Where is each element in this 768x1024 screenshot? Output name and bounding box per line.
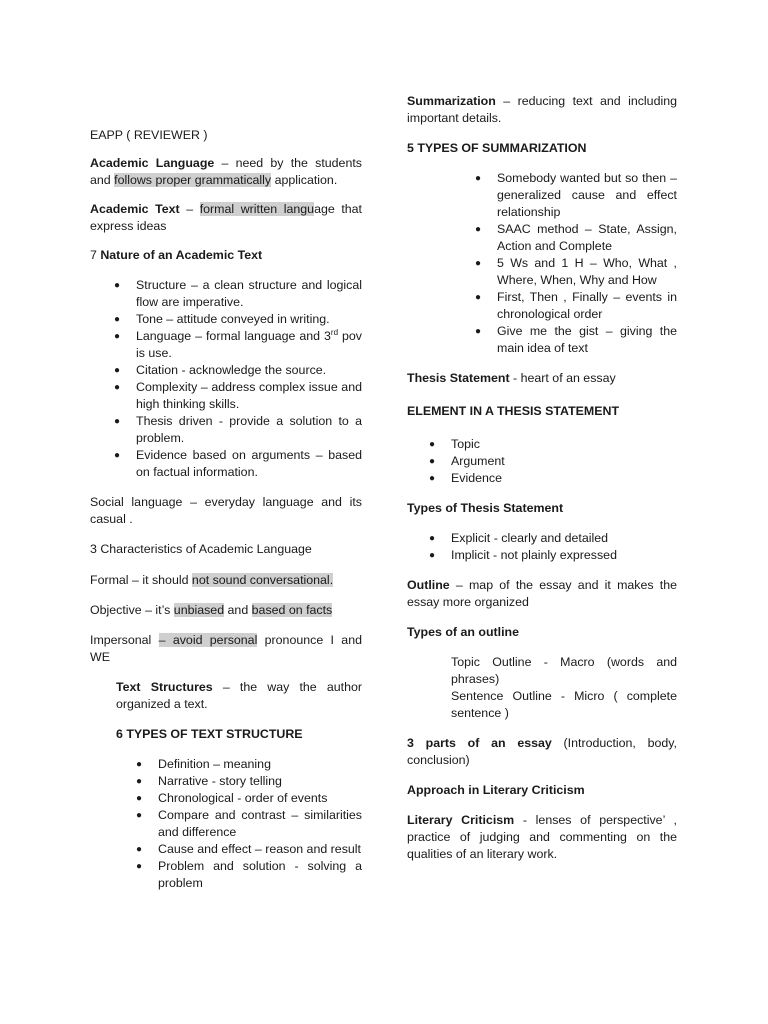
- thesis-elements-heading: [407, 403, 677, 420]
- thesis-statement-term: Thesis Statement: [407, 371, 510, 385]
- list-item: ● 5 Ws and 1 H – Who, What , Where, When, Why and How: [475, 255, 677, 289]
- outline-paragraph: [407, 577, 677, 611]
- academic-language-highlight: follows proper grammatically: [114, 173, 272, 187]
- thesis-elements-list: [429, 436, 677, 487]
- literary-criticism-term: Literary Criticism: [407, 813, 515, 827]
- list-item: ● Cause and effect – reason and result: [136, 841, 362, 858]
- topic-outline-text: Topic Outline - Macro (words and phrases): [451, 655, 677, 686]
- text-structures-paragraph: [116, 679, 362, 713]
- list-item: ● Topic: [429, 436, 677, 453]
- objective-and: and: [224, 603, 252, 617]
- thesis-types-heading: [407, 500, 677, 517]
- literary-approach-heading: [407, 782, 677, 799]
- text-structure-types-heading: [116, 726, 362, 743]
- list-item: ● First, Then , Finally – events in chronological order: [475, 289, 677, 323]
- list-item: ● Chronological - order of events: [136, 790, 362, 807]
- academic-text-end: age that express ideas: [90, 202, 362, 233]
- list-item: ● SAAC method – State, Assign, Action and Complete: [475, 221, 677, 255]
- academic-language-text-end: application.: [271, 173, 338, 187]
- list-item: ● Citation - acknowledge the source.: [114, 362, 362, 379]
- list-item: ● Complexity – address complex issue and high thinking skills.: [114, 379, 362, 413]
- thesis-types-title: Types of Thesis Statement: [407, 501, 564, 515]
- literary-criticism-paragraph: [407, 812, 677, 863]
- summarization-term: Summarization: [407, 94, 496, 108]
- thesis-elements-title: ELEMENT IN A THESIS STATEMENT: [407, 404, 620, 418]
- list-item: ● Structure – a clean structure and logical flow are imperative.: [114, 277, 362, 311]
- formal-highlight: not sound conversational.: [191, 573, 334, 587]
- list-item: ● Evidence: [429, 470, 677, 487]
- list-item: ● Definition – meaning: [136, 756, 362, 773]
- impersonal-text: Impersonal: [90, 633, 159, 647]
- list-item: ● Somebody wanted but so then – generalized cause and effect relationship: [475, 170, 677, 221]
- text-structure-types-title: 6 TYPES OF TEXT STRUCTURE: [116, 727, 303, 741]
- summarization-types-title: 5 TYPES OF SUMMARIZATION: [407, 141, 587, 155]
- formal-paragraph: [90, 572, 362, 589]
- academic-text-term: Academic Text: [90, 202, 180, 216]
- thesis-types-list: [429, 530, 677, 564]
- text-structure-section: [116, 679, 362, 892]
- outline-types-title: Types of an outline: [407, 625, 519, 639]
- summarization-paragraph: [407, 93, 677, 127]
- outline-term: Outline: [407, 578, 450, 592]
- text-structures-definition: – the way the author organized a text.: [116, 680, 362, 711]
- objective-paragraph: [90, 602, 362, 619]
- objective-highlight-facts: based on facts: [251, 603, 333, 617]
- impersonal-highlight: – avoid personal: [158, 633, 258, 647]
- outline-types-block: [451, 654, 677, 722]
- language-item-sup: rd: [330, 327, 339, 337]
- list-item: ● Narrative - story telling: [136, 773, 362, 790]
- summarization-types-heading: [407, 140, 677, 157]
- nature-title: Nature of an Academic Text: [100, 248, 263, 262]
- text-structures-term: Text Structures: [116, 680, 213, 694]
- list-item: ● Thesis driven - provide a solution to a problem.: [114, 413, 362, 447]
- literary-approach-title: Approach in Literary Criticism: [407, 783, 585, 797]
- nature-list: [114, 277, 362, 481]
- list-item: ● Argument: [429, 453, 677, 470]
- literary-criticism-definition: - lenses of perspective’ , practice of judging and commenting on the qualities of an literary work.: [407, 813, 677, 861]
- sentence-outline-text: Sentence Outline - Micro ( complete sentence ): [451, 689, 677, 720]
- right-column: [407, 93, 677, 863]
- essay-parts-term: 3 parts of an essay: [407, 736, 552, 750]
- nature-number: 7: [90, 248, 101, 262]
- list-item: ● Implicit - not plainly expressed: [429, 547, 677, 564]
- thesis-statement-definition: - heart of an essay: [509, 371, 616, 385]
- essay-parts-paragraph: [407, 735, 677, 769]
- objective-text: Objective – it’s: [90, 603, 174, 617]
- characteristics-heading: 3 Characteristics of Academic Language: [90, 542, 312, 556]
- language-item-end: pov is use.: [136, 329, 363, 360]
- language-item-text: Language – formal language and 3: [136, 329, 331, 343]
- social-language-paragraph: Social language – everyday language and its casual .: [90, 495, 362, 526]
- summarization-definition: – reducing text and including important details.: [407, 94, 677, 125]
- left-column: [90, 127, 362, 892]
- document-title: EAPP ( REVIEWER ): [90, 128, 208, 142]
- academic-language-text: – need by the students and: [90, 156, 362, 187]
- list-item: ● Compare and contrast – similarities and difference: [136, 807, 362, 841]
- list-item: ● Problem and solution - solving a problem: [136, 858, 362, 892]
- outline-types-heading: [407, 624, 677, 641]
- list-item: [114, 328, 362, 362]
- impersonal-end: pronounce I and WE: [90, 633, 362, 664]
- academic-language-paragraph: [90, 155, 362, 189]
- thesis-statement-paragraph: [407, 370, 677, 387]
- academic-text-highlight: formal written langu: [199, 202, 315, 216]
- academic-text-paragraph: [90, 201, 362, 235]
- list-item: ● Explicit - clearly and detailed: [429, 530, 677, 547]
- academic-text-dash: –: [179, 202, 200, 216]
- summarization-list: [475, 170, 677, 357]
- impersonal-paragraph: [90, 632, 362, 666]
- essay-parts-definition: (Introduction, body, conclusion): [407, 736, 677, 767]
- list-item: ● Evidence based on arguments – based on factual information.: [114, 447, 362, 481]
- list-item: ● Tone – attitude conveyed in writing.: [114, 311, 362, 328]
- formal-text: Formal – it should: [90, 573, 192, 587]
- nature-heading: [90, 247, 362, 264]
- objective-highlight-unbiased: unbiased: [173, 603, 225, 617]
- text-structure-list: [136, 756, 362, 892]
- list-item: ● Give me the gist – giving the main idea of text: [475, 323, 677, 357]
- academic-language-term: Academic Language: [90, 156, 215, 170]
- outline-definition: – map of the essay and it makes the essay more organized: [407, 578, 677, 609]
